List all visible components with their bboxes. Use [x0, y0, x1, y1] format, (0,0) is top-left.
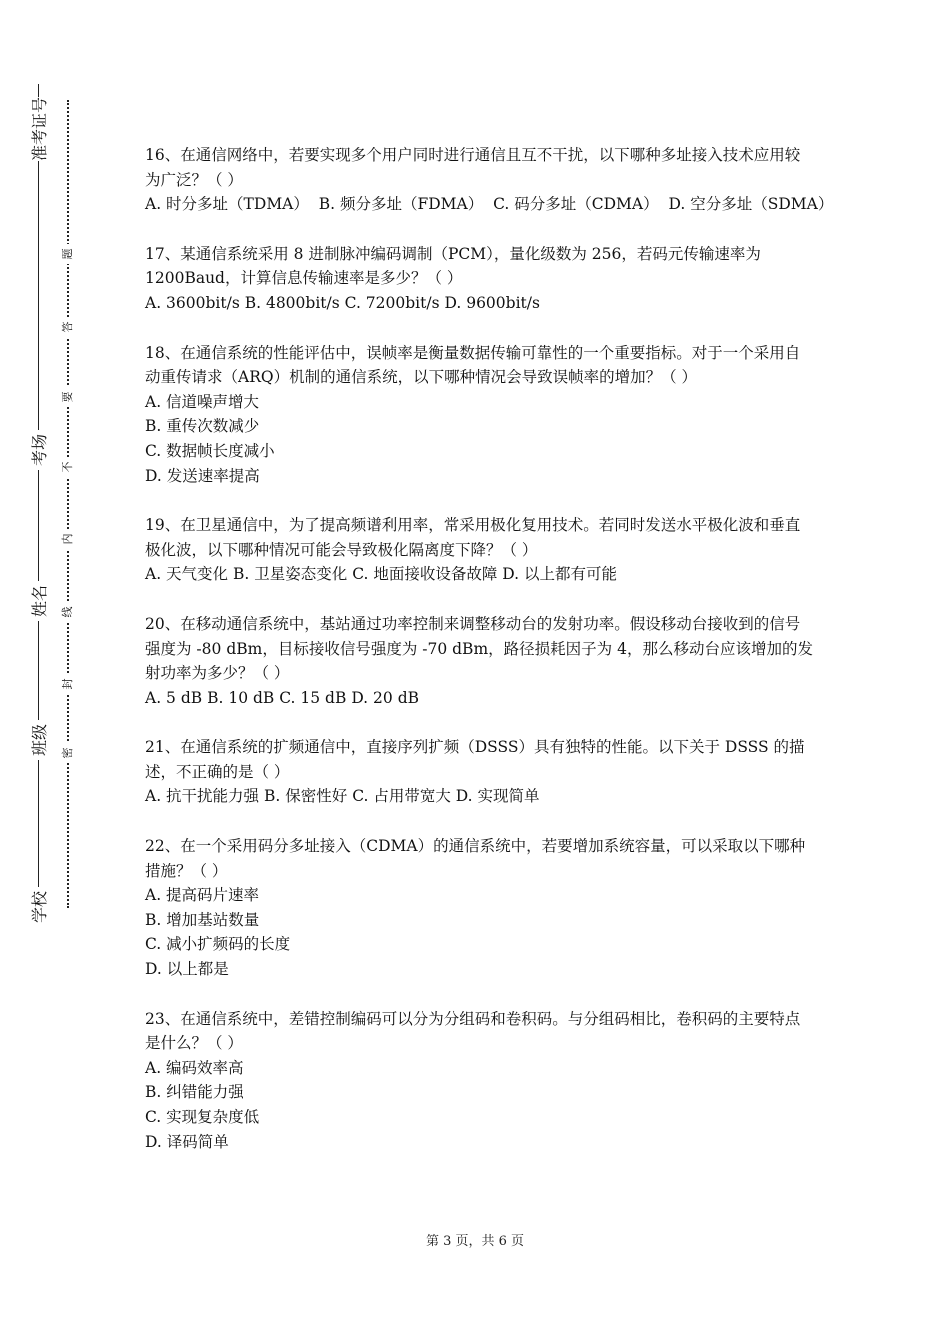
seal-char: 封: [58, 674, 76, 694]
question-stem: 17、某通信系统采用 8 进制脉冲编码调制（PCM），量化级数为 256，若码元传输速率为1200Baud，计算信息传输速率是多少？（ ）: [145, 244, 761, 288]
option-row: [145, 784, 815, 809]
option-d[interactable]: D. 9600bit/s: [444, 293, 540, 312]
option-b[interactable]: B. 纠错能力强: [145, 1083, 244, 1102]
option-d[interactable]: D. 以上都有可能: [502, 565, 618, 584]
option-b[interactable]: B. 增加基站数量: [145, 910, 260, 929]
option-a[interactable]: A. 抗干扰能力强: [145, 787, 260, 806]
option-list: [145, 390, 815, 488]
option-c[interactable]: C. 减小扩频码的长度: [145, 935, 291, 954]
seal-char: 答: [58, 317, 76, 337]
seal-char: 不: [58, 457, 76, 477]
option-c[interactable]: C. 码分多址（CDMA）: [493, 195, 659, 214]
option-b[interactable]: B. 频分多址（FDMA）: [318, 195, 484, 214]
option-c[interactable]: C. 实现复杂度低: [145, 1108, 260, 1126]
question-23: [145, 1007, 815, 1155]
option-row: [145, 192, 834, 217]
question-stem: 23、在通信系统中，差错控制编码可以分为分组码和卷积码。与分组码相比，卷积码的主要特点是什么？（ ）: [145, 1009, 801, 1053]
question-17: [145, 242, 815, 316]
option-d[interactable]: D. 译码简单: [145, 1132, 229, 1151]
question-22: [145, 834, 815, 982]
option-a[interactable]: A. 时分多址（TDMA）: [145, 195, 309, 214]
question-21: [145, 735, 815, 809]
option-a[interactable]: A. 5 dB: [145, 688, 203, 707]
seal-dotted-line: [67, 100, 69, 908]
question-19: [145, 513, 815, 587]
option-a[interactable]: A. 3600bit/s: [145, 293, 240, 312]
option-b[interactable]: B. 4800bit/s: [244, 293, 340, 312]
question-stem: 20、在移动通信系统中，基站通过功率控制来调整移动台的发射功率。假设移动台接收到的信号强度为 -80 dBm，目标接收信号强度为 -70 dBm，路径损耗因子为 4，那么移动台应该增加的发射功率为多少？（ ）: [145, 614, 813, 683]
question-stem: 16、在通信网络中，若要实现多个用户同时进行通信且互不干扰，以下哪种多址接入技术应用较为广泛？（ ）: [145, 146, 801, 189]
question-18: [145, 341, 815, 489]
seal-char: 要: [58, 387, 76, 407]
question-stem: 18、在通信系统的性能评估中，误帧率是衡量数据传输可靠性的一个重要指标。对于一个采用自动重传请求（ARQ）机制的通信系统，以下哪种情况会导致误帧率的增加？（ ）: [145, 343, 801, 387]
option-list: [145, 1056, 815, 1154]
option-d[interactable]: D. 空分多址（SDMA）: [668, 195, 834, 214]
seal-char: 线: [58, 602, 76, 622]
question-stem: 22、在一个采用码分多址接入（CDMA）的通信系统中，若要增加系统容量，可以采取以下哪种措施？（ ）: [145, 837, 806, 880]
seal-char: 内: [58, 529, 76, 549]
option-d[interactable]: D. 实现简单: [455, 787, 540, 806]
option-c[interactable]: C. 7200bit/s: [344, 293, 440, 312]
binding-margin: [0, 0, 110, 1344]
seal-char: 题: [58, 244, 76, 264]
option-a[interactable]: A. 编码效率高: [145, 1058, 244, 1077]
option-c[interactable]: C. 数据帧长度减小: [145, 441, 275, 460]
question-16: [145, 143, 834, 217]
question-list: [145, 143, 834, 1179]
option-d[interactable]: D. 发送速率提高: [145, 466, 260, 485]
question-stem: 21、在通信系统的扩频通信中，直接序列扩频（DSSS）具有独特的性能。以下关于 DSSS 的描述，不正确的是（ ）: [145, 738, 805, 781]
question-stem: 19、在卫星通信中，为了提高频谱利用率，常采用极化复用技术。若同时发送水平极化波和垂直极化波，以下哪种情况可能会导致极化隔离度下降？（ ）: [145, 516, 801, 559]
option-row: [145, 291, 815, 316]
field-exam-number: 准考证号: [25, 97, 51, 161]
seal-char: 密: [58, 743, 76, 763]
option-c[interactable]: C. 占用带宽大: [352, 787, 451, 806]
field-exam-room: 考场: [25, 430, 51, 470]
option-a[interactable]: A. 提高码片速率: [145, 886, 260, 905]
field-name: 姓名: [25, 581, 51, 621]
binding-solid-line: [38, 84, 39, 918]
question-20: [145, 612, 815, 710]
option-a[interactable]: A. 信道噪声增大: [145, 392, 260, 411]
field-class: 班级: [25, 720, 51, 760]
option-b[interactable]: B. 10 dB: [207, 688, 275, 707]
option-d[interactable]: D. 20 dB: [351, 688, 420, 707]
option-c[interactable]: C. 地面接收设备故障: [352, 565, 498, 584]
option-a[interactable]: A. 天气变化: [145, 565, 229, 584]
option-d[interactable]: D. 以上都是: [145, 960, 229, 979]
option-b[interactable]: B. 卫星姿态变化: [233, 565, 348, 584]
option-list: [145, 883, 815, 981]
option-c[interactable]: C. 15 dB: [279, 688, 347, 707]
option-row: [145, 562, 815, 587]
option-b[interactable]: B. 重传次数减少: [145, 417, 260, 436]
field-school: 学校: [25, 887, 51, 927]
page-footer: 第 3 页，共 6 页: [425, 1234, 525, 1249]
option-row: [145, 686, 815, 711]
option-b[interactable]: B. 保密性好: [264, 787, 348, 806]
